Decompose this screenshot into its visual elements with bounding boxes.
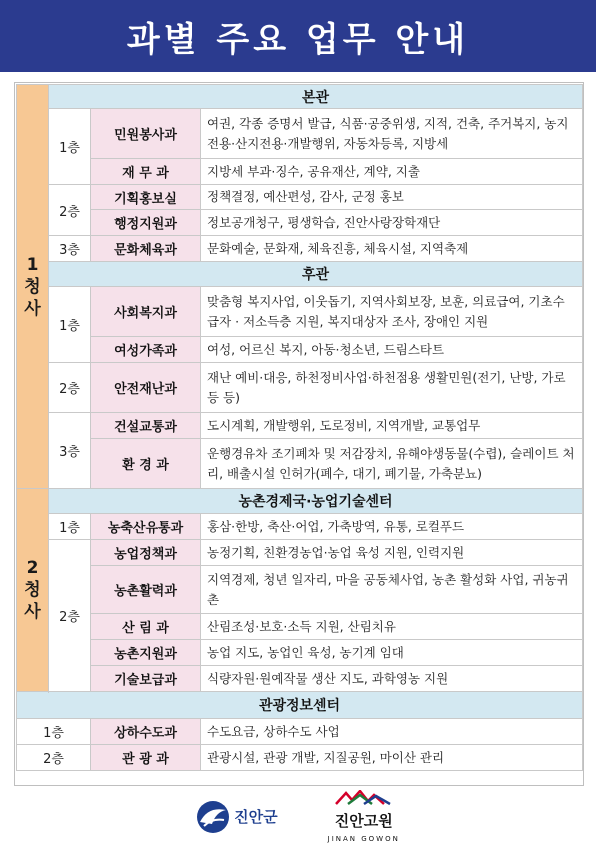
dept-name: 행정지원과 [91,210,201,236]
dept-duties: 지역경제, 청년 일자리, 마을 공동체사업, 농촌 활성화 사업, 귀농귀촌 [201,566,583,614]
dept-duties: 식량자원·원예작물 생산 지도, 과학영농 지원 [201,666,583,692]
dept-name: 안전재난과 [91,363,201,413]
floor-label: 2층 [17,745,91,771]
section-main-hall: 본관 [49,85,583,109]
dept-name: 산 림 과 [91,614,201,640]
dept-duties: 지방세 부과·징수, 공유재산, 계약, 지출 [201,159,583,185]
section-tourism-center: 관광정보센터 [17,692,583,719]
dept-name: 문화체육과 [91,236,201,262]
dept-name: 환 경 과 [91,439,201,489]
dept-duties: 여성, 어르신 복지, 아동·청소년, 드림스타트 [201,337,583,363]
floor-label: 2층 [49,540,91,692]
floor-label: 1층 [17,719,91,745]
floor-label: 3층 [49,413,91,489]
dept-duties: 정책결정, 예산편성, 감사, 군정 홍보 [201,185,583,210]
floor-label: 1층 [49,514,91,540]
floor-label: 2층 [49,363,91,413]
dept-name: 농촌지원과 [91,640,201,666]
dept-duties: 홍삼·한방, 축산·어업, 가축방역, 유통, 로컬푸드 [201,514,583,540]
dept-name: 농촌활력과 [91,566,201,614]
dept-duties: 농정기획, 친환경농업·농업 육성 지원, 인력지원 [201,540,583,566]
dept-name: 여성가족과 [91,337,201,363]
jinan-county-logo [196,800,277,834]
dept-duties: 도시계획, 개발행위, 도로정비, 지역개발, 교통업무 [201,413,583,439]
jinan-county-emblem-icon [196,800,230,834]
jinan-highland-name: 진안고원 [334,812,393,830]
dept-name: 민원봉사과 [91,109,201,159]
jinan-highland-logo [328,790,400,843]
dept-duties: 맞춤형 복지사업, 이웃돕기, 지역사회보장, 보훈, 의료급여, 기초수급자 · 저소득층 지원, 복지대상자 조사, 장애인 지원 [201,287,583,337]
section-agri-center: 농촌경제국·농업기술센터 [49,489,583,514]
floor-label: 1층 [49,287,91,363]
dept-name: 상하수도과 [91,719,201,745]
dept-name: 농축산유통과 [91,514,201,540]
dept-name: 사회복지과 [91,287,201,337]
dept-duties: 여권, 각종 증명서 발급, 식품·공중위생, 지적, 건축, 주거복지, 농지전용·산지전용·개발행위, 자동차등록, 지방세 [201,109,583,159]
dept-duties: 운행경유차 조기폐차 및 저감장치, 유해야생동물(수렵), 슬레이트 처리, 배출시설 인허가(폐수, 대기, 폐기물, 가축분뇨) [201,439,583,489]
floor-label: 1층 [49,109,91,185]
mountain-icon [334,790,394,806]
logo-bar [0,790,596,843]
section-rear-hall: 후관 [49,262,583,287]
page-title: 과별 주요 업무 안내 [0,0,596,72]
dept-duties: 문화예술, 문화재, 체육진흥, 체육시설, 지역축제 [201,236,583,262]
dept-duties: 관광시설, 관광 개발, 지질공원, 마이산 관리 [201,745,583,771]
dept-name: 건설교통과 [91,413,201,439]
floor-label: 3층 [49,236,91,262]
dept-duties: 정보공개청구, 평생학습, 진안사랑장학재단 [201,210,583,236]
dept-name: 관 광 과 [91,745,201,771]
jinan-highland-english: JINAN GOWON [327,835,400,843]
dept-duties: 산림조성·보호·소득 지원, 산림치유 [201,614,583,640]
dept-duties: 재난 예비·대응, 하천정비사업·하천점용 생활민원(전기, 난방, 가로등 등) [201,363,583,413]
building2-label: 2 청 사 [17,489,49,692]
dept-name: 기술보급과 [91,666,201,692]
building1-label: 1 청 사 [17,85,49,489]
floor-label: 2층 [49,185,91,236]
dept-duties: 수도요금, 상하수도 사업 [201,719,583,745]
dept-name: 농업정책과 [91,540,201,566]
dept-duties: 농업 지도, 농업인 육성, 농기계 임대 [201,640,583,666]
department-table [16,84,583,771]
jinan-county-name: 진안군 [234,808,278,826]
dept-name: 재 무 과 [91,159,201,185]
dept-name: 기획홍보실 [91,185,201,210]
